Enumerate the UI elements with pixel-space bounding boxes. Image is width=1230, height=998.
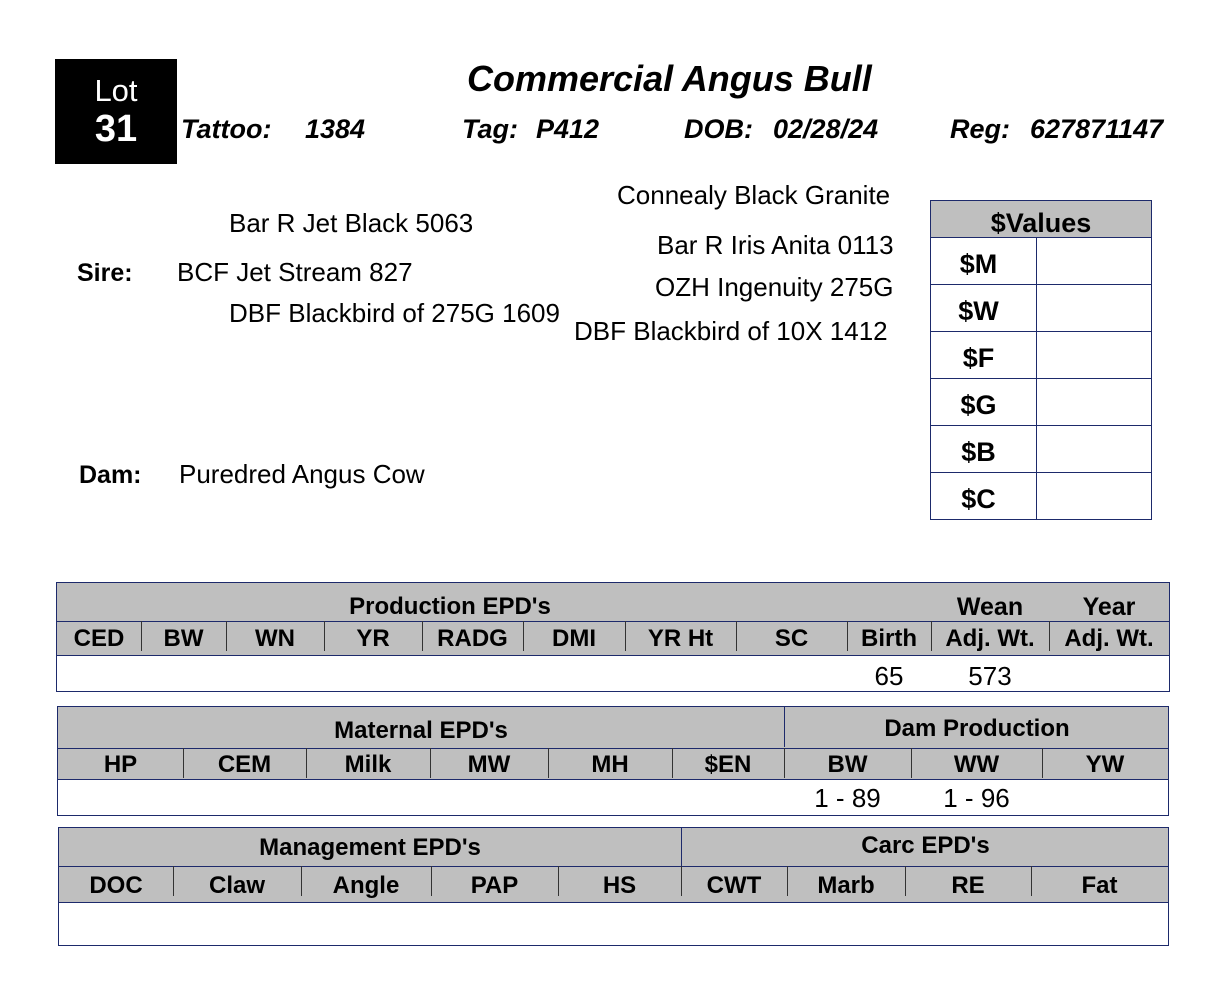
- divider: [59, 866, 1168, 867]
- 70-col-header: YR Ht: [647, 625, 714, 652]
- column-divider: [911, 748, 912, 778]
- values-row: [931, 473, 1151, 519]
- 70-col-header: WN: [255, 625, 295, 652]
- column-divider: [784, 748, 785, 778]
- values-key: $W: [931, 285, 1037, 331]
- 68-col-header: HP: [103, 751, 138, 778]
- 70-col-header: CED: [73, 625, 125, 652]
- lot-label: Lot: [94, 73, 138, 108]
- values-row: [931, 238, 1151, 285]
- reg-value: 627871147: [1030, 114, 1164, 144]
- column-divider: [905, 866, 906, 896]
- 80-col-header: DOC: [89, 872, 143, 899]
- values-key: $B: [931, 426, 1037, 472]
- 80-col-header: RE: [951, 872, 985, 899]
- column-divider: [183, 748, 184, 778]
- 68-col-header: YW: [1085, 751, 1125, 778]
- 70-col-header: DMI: [552, 625, 596, 652]
- divider: [58, 779, 1168, 780]
- 68-col-header: CEM: [217, 751, 272, 778]
- carc-title: Carc EPD's: [861, 832, 990, 859]
- column-divider: [1031, 866, 1032, 896]
- 68-value-cell: 1 - 89: [814, 783, 881, 813]
- column-divider: [931, 621, 932, 651]
- 80-col-header: Marb: [817, 872, 875, 899]
- sd-dam: DBF Blackbird of 10X 1412: [574, 316, 888, 346]
- column-divider: [306, 748, 307, 778]
- dob-label: DOB:: [684, 114, 753, 144]
- 80-col-header: HS: [602, 872, 637, 899]
- column-divider: [736, 621, 737, 651]
- column-divider: [1042, 748, 1043, 778]
- maternal-title: Maternal EPD's: [334, 717, 508, 744]
- dob-value: 02/28/24: [773, 114, 879, 144]
- values-key: $C: [931, 473, 1037, 519]
- management-title: Management EPD's: [259, 834, 481, 861]
- tag-label: Tag:: [462, 114, 518, 144]
- values-row: [931, 426, 1151, 473]
- sire-sire: Bar R Jet Black 5063: [229, 208, 474, 238]
- column-divider: [558, 866, 559, 896]
- values-key: $G: [931, 379, 1037, 425]
- values-row: [931, 379, 1151, 426]
- dam-name: Puredred Angus Cow: [179, 459, 425, 489]
- 70-value-cell: 65: [874, 661, 904, 691]
- values-cell: [1037, 426, 1151, 472]
- column-divider: [226, 621, 227, 651]
- values-table: [930, 200, 1152, 520]
- column-divider: [672, 748, 673, 778]
- 68-col-header: MH: [591, 751, 629, 778]
- dam-production-title: Dam Production: [884, 715, 1070, 742]
- column-divider: [681, 866, 682, 896]
- column-divider: [787, 866, 788, 896]
- divider: [681, 828, 682, 866]
- page-title: Commercial Angus Bull: [467, 58, 872, 99]
- 70-col-header: YR: [356, 625, 390, 652]
- sire-label: Sire:: [77, 259, 133, 287]
- column-divider: [523, 621, 524, 651]
- values-key: $M: [931, 238, 1037, 284]
- values-cell: [1037, 332, 1151, 378]
- 70-value-cell: 573: [968, 661, 1012, 691]
- dam-label: Dam:: [79, 461, 142, 489]
- 80-col-header: Fat: [1081, 872, 1118, 899]
- 80-col-header: Claw: [208, 872, 265, 899]
- tag-value: P412: [536, 114, 600, 144]
- 70-col-header: RADG: [437, 625, 508, 652]
- maternal-epd-table: [57, 706, 1169, 816]
- 80-col-header: CWT: [706, 872, 762, 899]
- divider: [58, 748, 1168, 749]
- values-row: [931, 332, 1151, 379]
- column-divider: [548, 748, 549, 778]
- column-divider: [431, 866, 432, 896]
- column-divider: [324, 621, 325, 651]
- ss-dam: Bar R Iris Anita 0113: [657, 230, 894, 260]
- sire-dam: DBF Blackbird of 275G 1609: [229, 298, 560, 328]
- column-divider: [173, 866, 174, 896]
- reg-label: Reg:: [950, 114, 1010, 144]
- 68-col-header: BW: [827, 751, 868, 778]
- production-epd-table: [56, 582, 1170, 692]
- wean-label: Wean: [956, 593, 1024, 621]
- values-cell: [1037, 285, 1151, 331]
- 70-col-header: Birth: [861, 625, 917, 652]
- values-row: [931, 285, 1151, 332]
- tattoo-label: Tattoo:: [181, 114, 272, 144]
- column-divider: [301, 866, 302, 896]
- lot-badge: [55, 59, 177, 164]
- divider: [57, 621, 1169, 622]
- 70-col-header: Adj. Wt.: [945, 625, 1035, 652]
- 68-value-cell: 1 - 96: [943, 783, 1010, 813]
- values-title: $Values: [931, 201, 1151, 238]
- 68-col-header: WW: [953, 751, 1000, 778]
- year-label: Year: [1082, 593, 1136, 621]
- 70-col-header: SC: [774, 625, 809, 652]
- 68-col-header: MW: [467, 751, 511, 778]
- column-divider: [625, 621, 626, 651]
- 68-col-header: $EN: [704, 751, 752, 778]
- production-title: Production EPD's: [349, 593, 551, 620]
- divider: [59, 902, 1168, 903]
- 68-col-header: Milk: [344, 751, 392, 778]
- divider: [57, 655, 1169, 656]
- sd-sire: OZH Ingenuity 275G: [655, 272, 894, 302]
- column-divider: [1049, 621, 1050, 651]
- column-divider: [141, 621, 142, 651]
- 80-col-header: Angle: [332, 872, 400, 899]
- values-cell: [1037, 379, 1151, 425]
- column-divider: [422, 621, 423, 651]
- 80-col-header: PAP: [470, 872, 519, 899]
- 70-col-header: Adj. Wt.: [1064, 625, 1154, 652]
- divider: [784, 707, 785, 747]
- ss-sire: Connealy Black Granite: [617, 180, 891, 210]
- values-key: $F: [931, 332, 1037, 378]
- management-epd-table: [58, 827, 1169, 946]
- column-divider: [430, 748, 431, 778]
- values-cell: [1037, 238, 1151, 284]
- 70-col-header: BW: [163, 625, 204, 652]
- sire-name: BCF Jet Stream 827: [177, 257, 413, 287]
- tattoo-value: 1384: [305, 114, 366, 144]
- lot-number: 31: [94, 108, 138, 150]
- values-cell: [1037, 473, 1151, 519]
- column-divider: [847, 621, 848, 651]
